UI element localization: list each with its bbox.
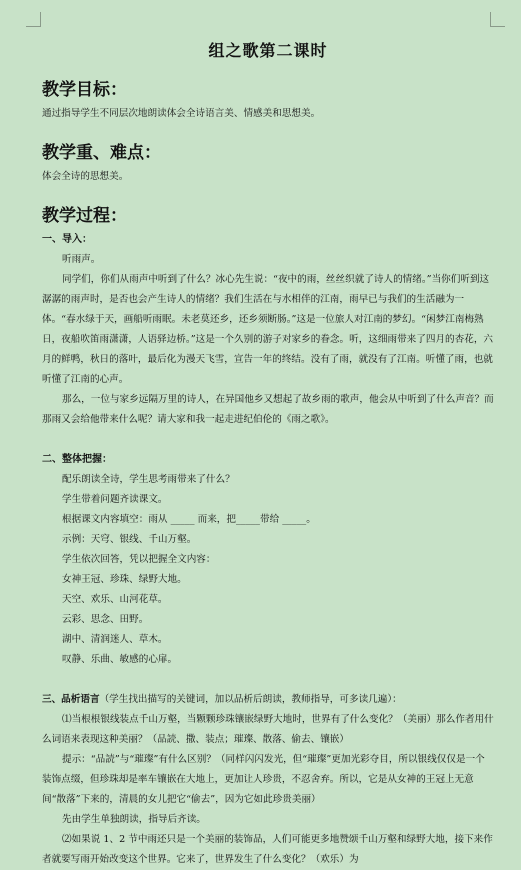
doc-title: 组之歌第二课时 — [208, 41, 328, 60]
section-heading-language — [42, 690, 494, 710]
list-line: 根据课文内容填空：雨从 _____ 而来，把_____带给 _____。 — [62, 514, 316, 525]
section-heading-overview: 二、整体把握： — [42, 454, 112, 465]
goal-text: 通过指导学生不同层次地朗读体会全诗语言美、情感美和思想美。 — [42, 108, 321, 119]
list-line: 配乐朗读全诗，学生思考雨带来了什么？ — [62, 474, 235, 485]
key-heading: 教学重、难点： — [42, 143, 161, 163]
list-line: 云彩、思念、田野。 — [62, 614, 149, 625]
page-corner-mark — [26, 12, 41, 27]
section-heading-intro: 一、导入： — [42, 234, 92, 245]
key-text: 体会全诗的思想美。 — [42, 171, 129, 182]
paragraph: 那么，一位与家乡远隔万里的诗人，在异国他乡又想起了故乡雨的歌声，他会从中听到了什么声音？而那雨又会给他带来什么呢？请大家和我一起走进纪伯伦的《雨之歌》。 — [42, 394, 494, 425]
process-heading: 教学过程： — [42, 206, 127, 226]
paragraph: 先由学生单独朗读，指导后齐读。 — [62, 814, 206, 825]
list-line: 叹静、乐曲、敏感的心扉。 — [62, 654, 178, 665]
list-line: 示例：天穹、银线、千山万壑。 — [62, 534, 197, 545]
paragraph: 提示：“品読”与“璀璨”有什么区别？（同样闪闪发光，但“璀璨”更加光彩夺目，所以银线仅仅是一个装饰点缀，但珍珠却是率车镶嵌在大地上，更加让人珍贵，不忍舍弃。所以，它是从女神的王冠上无意间“散落”下来的，清晨的女儿把它“偷去”，因为它如此珍贵美丽） — [42, 754, 485, 805]
section-heading-note: （学生找出描写的关键词，加以品析后朗读，教师指导，可多读几遍）： — [99, 694, 402, 705]
document-page — [42, 30, 494, 870]
paragraph: 同学们，你们从雨声中听到了什么？冰心先生说：“夜中的雨，丝丝织就了诗人的情绪。”当你们听到这潺潺的雨声时，是否也会产生诗人的情绪？我们生活在与水相伴的江南，雨早已与我们的生活融为一体。“春水绿于天，画船听雨眠。未老莫还乡，还乡须断肠。”这是一位旅人对江南的梦幻。“闲梦江南梅熟日，夜船吹笛雨潇潇，人语驿边桥。”这是一个久别的游子对家乡的眷念。听，这细雨带来了四月的杏花，六月的鲜鸭，秋日的落叶，最后化为漫天飞雪，宣告一年的终结。没有了雨，就没有了江南。听懂了雨，也就听懂了江南的心声。 — [42, 274, 494, 385]
list-line: 天空、欢乐、山河花草。 — [62, 594, 168, 605]
goal-heading: 教学目标： — [42, 80, 127, 100]
list-line: 湖中、清润迷人、草木。 — [62, 634, 168, 645]
list-line: 学生带着问题齐读课文。 — [62, 494, 168, 505]
list-line: 女神王冠、珍珠、绿野大地。 — [62, 574, 187, 585]
paragraph: ⑵如果说 1、2 节中雨还只是一个美丽的装饰品，人们可能更多地赞颂千山万壑和绿野大地，接下来作者就要写雨开始改变这个世界。它来了，世界发生了什么变化？（欢乐）为 — [42, 834, 493, 865]
section-heading-label: 三、品析语言 — [42, 694, 100, 705]
list-line: 学生依次回答，凭以把握全文内容： — [62, 554, 216, 565]
paragraph: 听雨声。 — [62, 254, 101, 265]
page-corner-mark — [490, 12, 505, 27]
paragraph: ⑴当根根银线装点千山万壑，当颗颗珍珠镶嵌绿野大地时，世界有了什么变化？（美丽）那么作者用什么词语来表现这种美丽？（品読、撒、装点；璀璨、散落、偷去、镶嵌） — [42, 714, 494, 745]
